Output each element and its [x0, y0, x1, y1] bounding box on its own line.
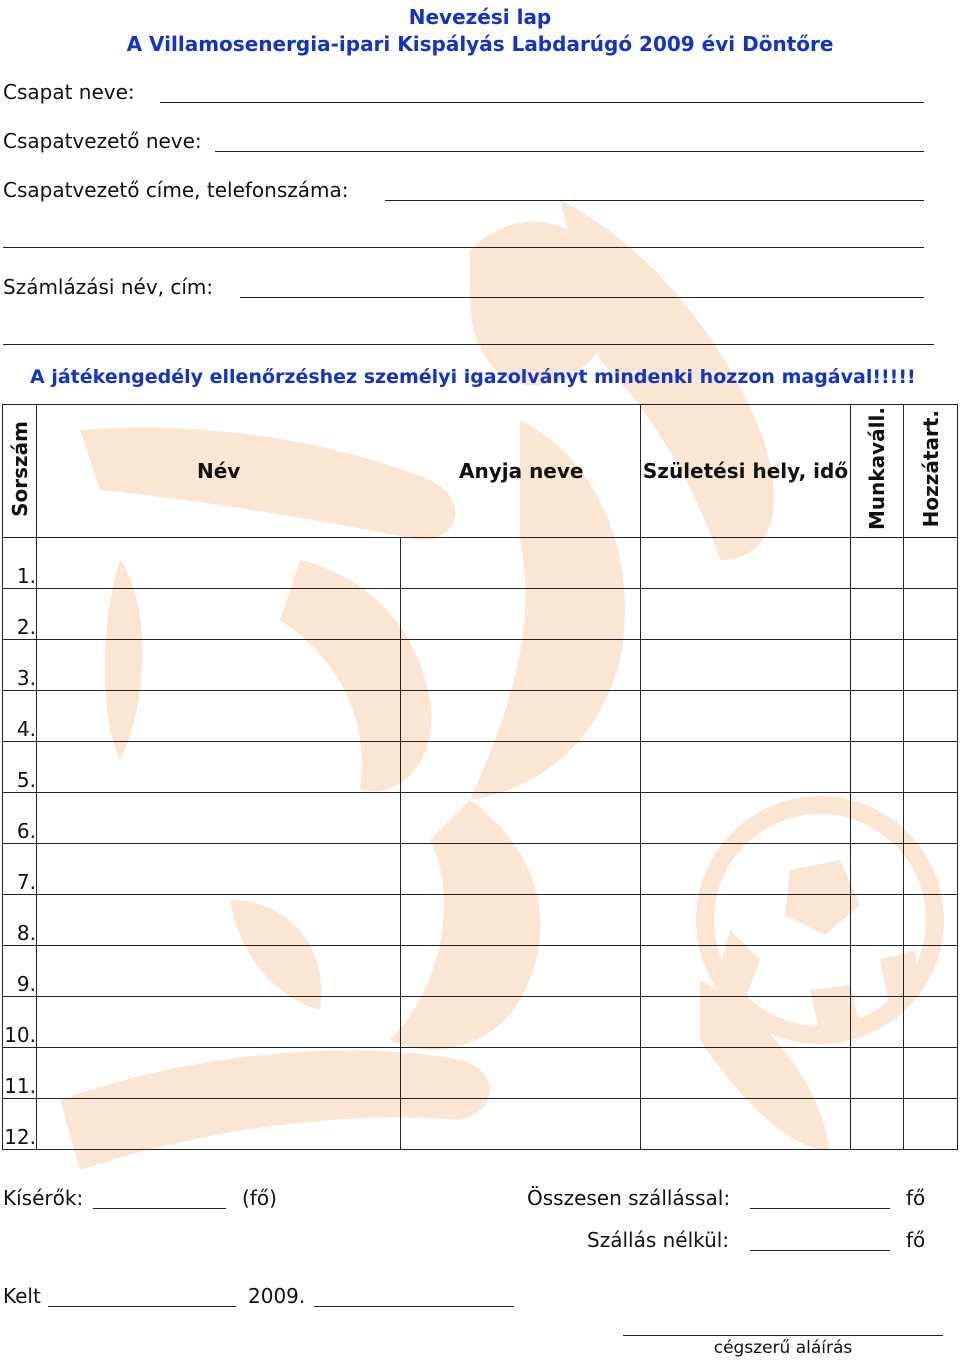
total-with-lodging-unit: fő	[906, 1186, 926, 1210]
mother-cell[interactable]	[401, 793, 641, 844]
dated-place-line[interactable]	[48, 1306, 236, 1307]
row-number: 12.	[3, 1099, 37, 1150]
team-name-label: Csapat neve:	[3, 80, 135, 104]
mother-cell[interactable]	[401, 742, 641, 793]
birth-cell[interactable]	[641, 691, 851, 742]
birth-cell[interactable]	[641, 640, 851, 691]
mother-cell[interactable]	[401, 589, 641, 640]
roster-body	[3, 538, 958, 1150]
header-birth: Születési hely, idő	[641, 405, 851, 538]
table-row	[3, 1099, 958, 1150]
mother-cell[interactable]	[401, 1048, 641, 1099]
leader-name-line[interactable]	[215, 151, 924, 152]
employer-cell[interactable]	[851, 844, 904, 895]
employer-cell[interactable]	[851, 1099, 904, 1150]
employer-cell[interactable]	[851, 538, 904, 589]
table-row	[3, 691, 958, 742]
header-name-cell	[37, 405, 641, 538]
employer-cell[interactable]	[851, 691, 904, 742]
mother-cell[interactable]	[401, 640, 641, 691]
mother-cell[interactable]	[401, 844, 641, 895]
employer-cell[interactable]	[851, 742, 904, 793]
name-cell[interactable]	[37, 742, 401, 793]
without-lodging-line[interactable]	[750, 1250, 890, 1251]
dated-label: Kelt	[3, 1284, 41, 1308]
row-number: 7.	[3, 844, 37, 895]
row-number: 10.	[3, 997, 37, 1048]
name-cell[interactable]	[37, 640, 401, 691]
relative-cell[interactable]	[904, 895, 958, 946]
header-number	[3, 405, 37, 538]
row-number: 9.	[3, 946, 37, 997]
table-row	[3, 895, 958, 946]
leader-name-label: Csapatvezető neve:	[3, 129, 202, 153]
billing-label: Számlázási név, cím:	[3, 275, 214, 299]
header-relative	[904, 405, 958, 538]
birth-cell[interactable]	[641, 997, 851, 1048]
row-number: 3.	[3, 640, 37, 691]
table-row	[3, 742, 958, 793]
employer-cell[interactable]	[851, 793, 904, 844]
roster-header-row	[3, 405, 958, 538]
name-cell[interactable]	[37, 1099, 401, 1150]
mother-cell[interactable]	[401, 946, 641, 997]
header-employer-text: Munkaváll.	[865, 406, 889, 531]
leader-contact-line[interactable]	[385, 200, 924, 201]
relative-cell[interactable]	[904, 946, 958, 997]
table-row	[3, 946, 958, 997]
relative-cell[interactable]	[904, 640, 958, 691]
name-cell[interactable]	[37, 793, 401, 844]
billing-line-2[interactable]	[3, 344, 934, 345]
name-cell[interactable]	[37, 997, 401, 1048]
row-number: 11.	[3, 1048, 37, 1099]
row-number: 6.	[3, 793, 37, 844]
header-relative-text: Hozzátart.	[918, 409, 943, 528]
mother-cell[interactable]	[401, 997, 641, 1048]
relative-cell[interactable]	[904, 742, 958, 793]
mother-cell[interactable]	[401, 895, 641, 946]
name-cell[interactable]	[37, 895, 401, 946]
birth-cell[interactable]	[641, 538, 851, 589]
page-title: Nevezési lap	[408, 5, 552, 29]
leader-contact-line-2[interactable]	[3, 247, 924, 248]
team-name-line[interactable]	[160, 102, 924, 103]
employer-cell[interactable]	[851, 640, 904, 691]
name-cell[interactable]	[37, 589, 401, 640]
total-with-lodging-label: Összesen szállással:	[527, 1186, 731, 1210]
mother-cell[interactable]	[401, 538, 641, 589]
mother-cell[interactable]	[401, 1099, 641, 1150]
table-row	[3, 997, 958, 1048]
birth-cell[interactable]	[641, 742, 851, 793]
birth-cell[interactable]	[641, 1048, 851, 1099]
employer-cell[interactable]	[851, 946, 904, 997]
table-row	[3, 1048, 958, 1099]
without-lodging-unit: fő	[906, 1228, 926, 1252]
row-number: 5.	[3, 742, 37, 793]
row-number: 8.	[3, 895, 37, 946]
name-cell[interactable]	[37, 1048, 401, 1099]
employer-cell[interactable]	[851, 589, 904, 640]
table-row	[3, 640, 958, 691]
relative-cell[interactable]	[904, 1048, 958, 1099]
birth-cell[interactable]	[641, 793, 851, 844]
relative-cell[interactable]	[904, 793, 958, 844]
name-cell[interactable]	[37, 844, 401, 895]
row-number: 1.	[3, 538, 37, 589]
table-row	[3, 793, 958, 844]
escorts-label: Kísérők:	[3, 1186, 84, 1210]
header-name: Név	[197, 459, 241, 483]
table-row	[3, 538, 958, 589]
signature-line[interactable]	[623, 1335, 943, 1336]
employer-cell[interactable]	[851, 997, 904, 1048]
table-row	[3, 844, 958, 895]
relative-cell[interactable]	[904, 1099, 958, 1150]
relative-cell[interactable]	[904, 589, 958, 640]
table-row	[3, 589, 958, 640]
signature-label: cégszerű aláírás	[713, 1338, 853, 1358]
leader-contact-label: Csapatvezető címe, telefonszáma:	[3, 178, 349, 202]
birth-cell[interactable]	[641, 844, 851, 895]
header-number-text: Sorszám	[7, 420, 32, 517]
name-cell[interactable]	[37, 946, 401, 997]
mother-cell[interactable]	[401, 691, 641, 742]
row-number: 4.	[3, 691, 37, 742]
birth-cell[interactable]	[641, 589, 851, 640]
relative-cell[interactable]	[904, 997, 958, 1048]
relative-cell[interactable]	[904, 844, 958, 895]
relative-cell[interactable]	[904, 538, 958, 589]
billing-line[interactable]	[240, 297, 924, 298]
roster-table	[2, 404, 958, 1150]
without-lodging-label: Szállás nélkül:	[587, 1228, 730, 1252]
dated-date-line[interactable]	[314, 1306, 514, 1307]
birth-cell[interactable]	[641, 946, 851, 997]
employer-cell[interactable]	[851, 1048, 904, 1099]
name-cell[interactable]	[37, 538, 401, 589]
birth-cell[interactable]	[641, 1099, 851, 1150]
dated-year: 2009.	[248, 1284, 306, 1308]
escorts-unit: (fő)	[242, 1186, 277, 1210]
id-notice: A játékengedély ellenőrzéshez személyi igazolványt mindenki hozzon magával!!!!!	[30, 366, 916, 388]
page-subtitle: A Villamosenergia-ipari Kispályás Labdarúgó 2009 évi Döntőre	[126, 32, 834, 56]
birth-cell[interactable]	[641, 895, 851, 946]
row-number: 2.	[3, 589, 37, 640]
name-cell[interactable]	[37, 691, 401, 742]
employer-cell[interactable]	[851, 895, 904, 946]
escorts-line[interactable]	[93, 1208, 226, 1209]
total-with-lodging-line[interactable]	[750, 1208, 890, 1209]
relative-cell[interactable]	[904, 691, 958, 742]
header-employer	[851, 405, 904, 538]
header-mother: Anyja neve	[459, 459, 584, 483]
